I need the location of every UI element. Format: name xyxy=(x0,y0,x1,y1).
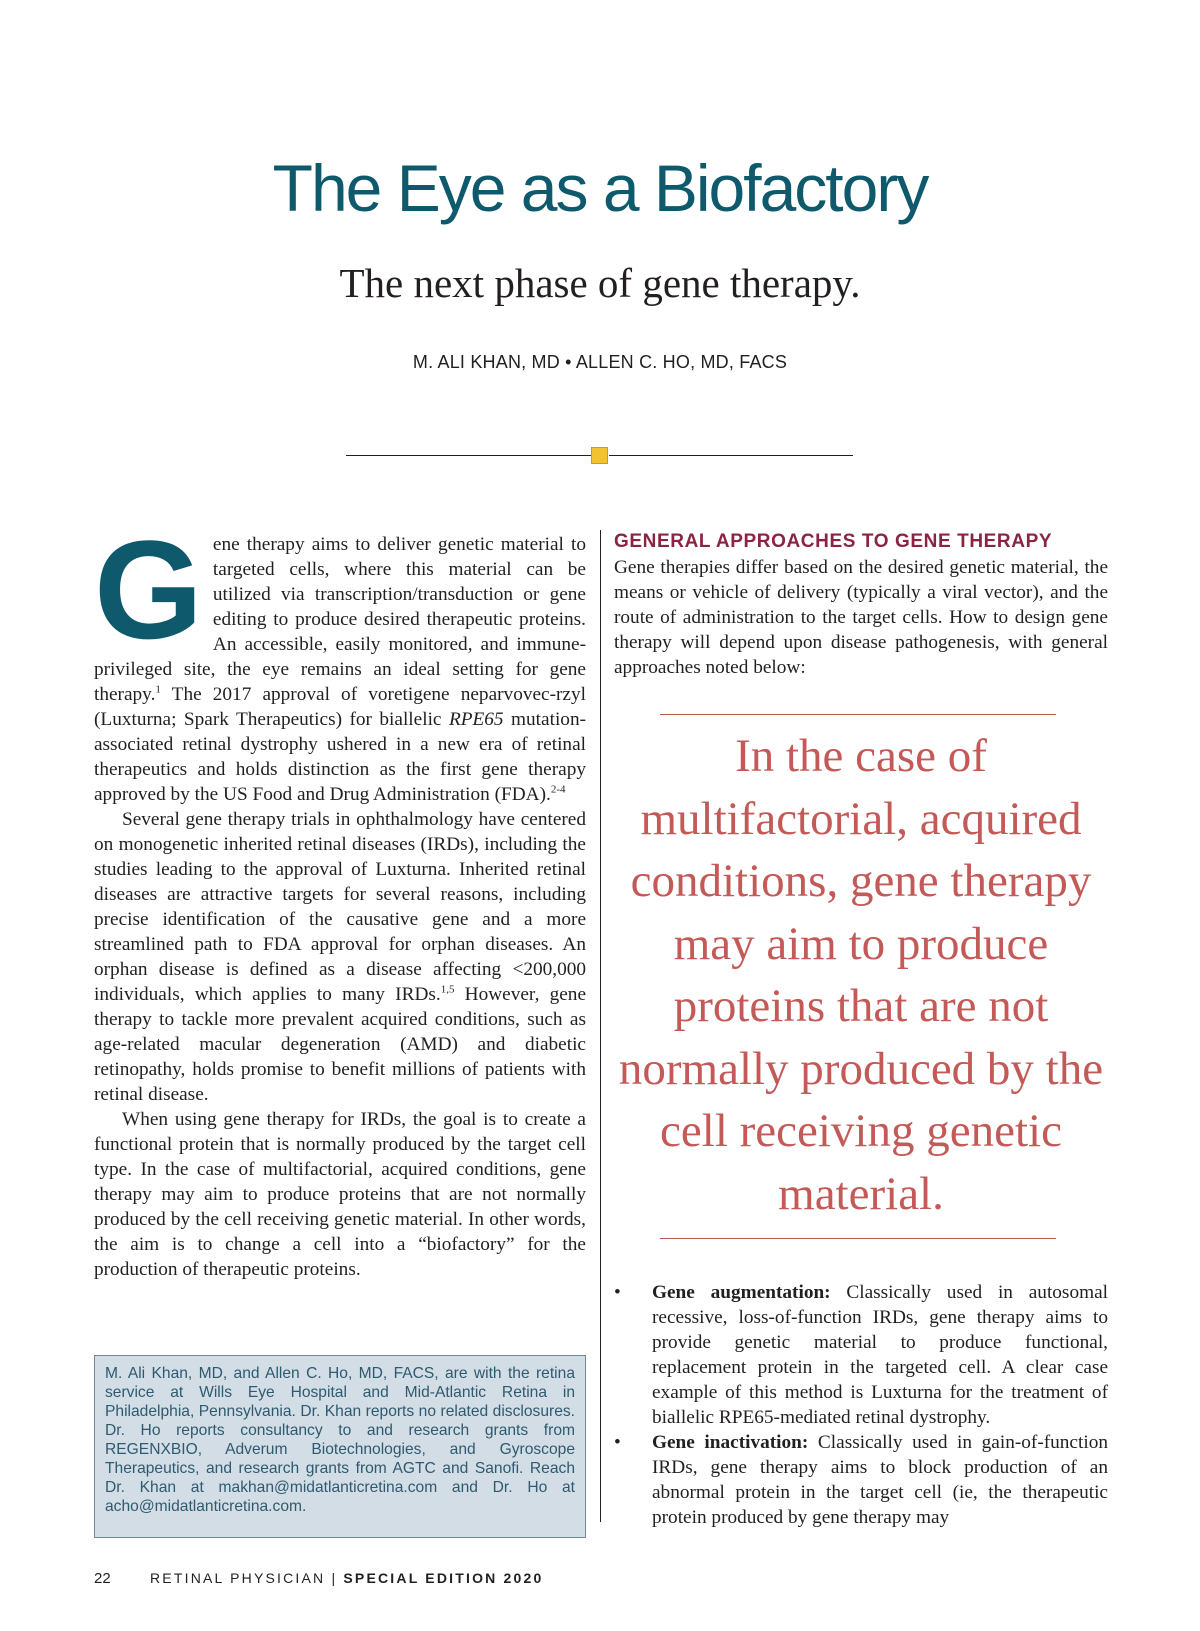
bullet-text: Classically used in autosomal recessive, loss-of-function IRDs, gene therapy aims to provide genetic material to produce functional, replacement protein in the targeted cell. A clear case example of this method is Luxturna for the treatment of biallelic RPE65-mediated retinal dystrophy. xyxy=(652,1282,1108,1428)
page-footer xyxy=(94,1570,794,1587)
pullquote-rule-bottom xyxy=(660,1238,1056,1239)
article-title: The Eye as a Biofactory xyxy=(272,151,928,225)
pullquote-rule-top xyxy=(660,714,1056,715)
citation-ref: 2-4 xyxy=(550,783,566,796)
bullet-marker: • xyxy=(614,1432,621,1453)
column-divider xyxy=(600,530,601,1522)
paragraph-goal: When using gene therapy for IRDs, the goal is to create a functional protein that is normally produced by the target cell type. In the case of multifactorial, acquired conditions, gene therapy may aim to produce proteins that are not normally produced by the cell receiving genetic material. In other words, the aim is to change a cell into a “biofactory” for the production of therapeutic proteins. xyxy=(94,1109,586,1280)
title-divider-square xyxy=(591,447,608,464)
title-divider-right xyxy=(609,455,853,456)
bullet-term: Gene augmentation: xyxy=(652,1282,831,1303)
citation-ref: 1 xyxy=(155,683,161,696)
trials-text-a: Several gene therapy trials in ophthalmology have centered on monogenetic inherited retinal diseases (IRDs), including the studies leading to the approval of Luxturna. Inherited retinal diseases are attractive targets for several reasons, including precise identification of the causative gene and a more streamlined path to FDA approval for orphan diseases. An orphan disease is defined as a disease affecting <200,000 individuals, which applies to many IRDs. xyxy=(94,809,586,1005)
citation-ref: 1,5 xyxy=(440,983,455,996)
article-subtitle: The next phase of gene therapy. xyxy=(339,260,861,306)
left-column xyxy=(94,511,587,1282)
edition-label: SPECIAL EDITION 2020 xyxy=(343,1570,544,1586)
section-heading: GENERAL APPROACHES TO GENE THERAPY xyxy=(614,531,1053,552)
drop-cap: G xyxy=(94,511,203,668)
intro-text-a: ene therapy aims to deliver genetic material to targeted cells, where this material can be utilized via transcription/transduction or gene editing to produce desired therapeutic proteins. An accessible, easily monitored, and immune-privileged site, the eye remains an ideal setting for gene therapy. xyxy=(94,534,586,705)
journal-name: RETINAL PHYSICIAN | xyxy=(150,1570,344,1586)
title-divider-left xyxy=(346,455,591,456)
page-number: 22 xyxy=(94,1570,111,1587)
bullet-text: Classically used in gain-of-function IRDs, gene therapy aims to block production of an abnormal protein in the target cell (ie, the therapeutic protein produced by gene therapy may xyxy=(652,1432,1108,1528)
list-item xyxy=(614,1280,1108,1430)
pull-quote: In the case of multifactorial, acquired conditions, gene therapy may aim to produce proteins that are not normally produced by the cell receiving genetic material. xyxy=(618,730,1104,1220)
bullet-term: Gene inactivation: xyxy=(652,1432,809,1453)
bullet-marker: • xyxy=(614,1282,621,1303)
paragraph-trials xyxy=(94,807,586,1107)
article-authors: M. ALI KHAN, MD • ALLEN C. HO, MD, FACS xyxy=(412,352,788,372)
intro-text-c: mutation-associated retinal dystrophy ushered in a new era of retinal therapeutics and holds distinction as the first gene therapy approved by the US Food and Drug Administration (FDA). xyxy=(94,709,587,805)
gene-name: RPE65 xyxy=(448,709,504,730)
right-column xyxy=(614,530,1108,680)
approach-list xyxy=(614,1280,1108,1530)
trials-text-b: However, gene therapy to tackle more prevalent acquired conditions, such as age-related macular degeneration (AMD) and diabetic retinopathy, holds promise to benefit millions of patients with retinal disease. xyxy=(94,984,586,1105)
intro-text-b: The 2017 approval of voretigene neparvovec-rzyl (Luxturna; Spark Therapeutics) for biallelic xyxy=(94,684,586,730)
section-intro-text: Gene therapies differ based on the desired genetic material, the means or vehicle of delivery (typically a viral vector), and the route of administration to the target cells. How to design gene therapy will depend upon disease pathogenesis, with general approaches noted below: xyxy=(614,557,1108,678)
list-item xyxy=(614,1430,1108,1530)
paragraph-intro xyxy=(94,511,587,807)
author-info-box: M. Ali Khan, MD, and Allen C. Ho, MD, FACS, are with the retina service at Wills Eye Hospital and Mid-Atlantic Retina in Philadelphia, Pennsylvania. Dr. Khan reports no related disclosures. Dr. Ho reports consultancy to and research grants from REGENXBIO, Adverum Biotechnologies, and Gyroscope Therapeutics, and research grants from AGTC and Sanofi. Reach Dr. Khan at makhan@midatlanticretina.com and Dr. Ho at acho@midatlanticretina.com. xyxy=(94,1355,586,1538)
